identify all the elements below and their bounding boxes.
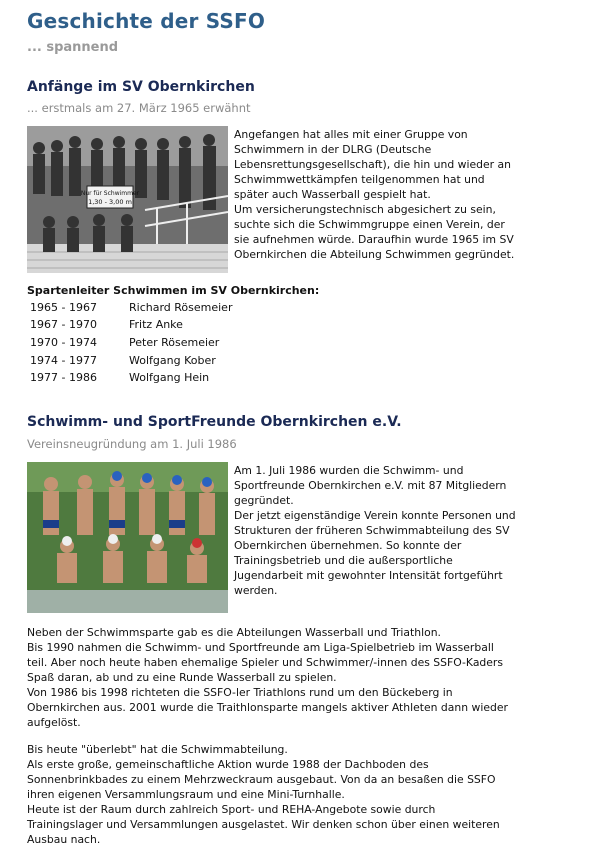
- section1-line: Um versicherungstechnisch abgesichert zu sein,: [234, 203, 496, 216]
- section1-line: Schwimmern in der DLRG (Deutsche: [234, 143, 432, 156]
- section2-line: Der jetzt eigenständige Verein konnte Personen und: [234, 509, 516, 522]
- section1-line: Lebensrettungsgesellschaft), die hin und wieder an: [234, 158, 511, 171]
- body2-line: Trainingslager und Versammlungen ausgelastet. Wir denken schon über einen weiteren: [27, 818, 500, 831]
- section1-line: später auch Wasserball gespielt hat.: [234, 188, 431, 201]
- section2-body2: [27, 742, 500, 847]
- section2-line: Trainingsbetrieb und die außersportliche: [234, 554, 453, 567]
- body1-line: Bis 1990 nahmen die Schwimm- und Sportfreunde am Liga-Spielbetrieb im Wasserball: [27, 641, 494, 654]
- section1-line: Obernkirchen die Abteilung Schwimmen gegründet.: [234, 248, 515, 261]
- section2-heading: Schwimm- und SportFreunde Obernkirchen e.V.: [27, 414, 402, 430]
- section2-line: Jugendarbeit mit gewohnter Intensität fortgeführt: [234, 569, 503, 582]
- leader-years: 1965 - 1967: [30, 301, 97, 314]
- club-team-photo-graphic: [27, 462, 228, 613]
- leader-name: Wolfgang Kober: [129, 354, 216, 367]
- section1-line: suchte sich die Schwimmgruppe einen Verein, der: [234, 218, 505, 231]
- body1-line: Obernkirchen aus. 2001 wurde die Traithlonsparte mangels aktiver Athleten dann wieder: [27, 701, 508, 714]
- leader-name: Peter Rösemeier: [129, 336, 220, 349]
- body1-line: teil. Aber noch heute haben ehemalige Spieler und Schwimmer/-innen des SSFO-Kaders: [27, 656, 503, 669]
- section2-line: Am 1. Juli 1986 wurden die Schwimm- und: [234, 464, 464, 477]
- historic-team-photo: [27, 126, 228, 273]
- body1-line: Von 1986 bis 1998 richteten die SSFO-ler Triathlons rund um den Bückeberg in: [27, 686, 453, 699]
- section2-line: Obernkirchen übernehmen. So konnte der: [234, 539, 462, 552]
- body2-line: Als erste große, gemeinschaftliche Aktion wurde 1988 der Dachboden des: [27, 758, 429, 771]
- leaders-heading: Spartenleiter Schwimmen im SV Obernkirchen:: [27, 284, 320, 297]
- section2-line: Sportfreunde Obernkirchen e.V. mit 87 Mitgliedern: [234, 479, 507, 492]
- photo-sign-line2: 1,30 - 3,00 m: [88, 198, 132, 206]
- section2-body1: [27, 625, 508, 730]
- section1-text: [234, 127, 514, 262]
- body1-line: Neben der Schwimmsparte gab es die Abteilungen Wasserball und Triathlon.: [27, 626, 441, 639]
- section1-line: Schwimmwettkämpfen teilgenommen hat und: [234, 173, 485, 186]
- leader-name: Fritz Anke: [129, 318, 183, 331]
- photo-sign-line1: Nur für Schwimmer: [80, 190, 140, 197]
- leader-name: Richard Rösemeier: [129, 301, 233, 314]
- leader-years: 1967 - 1970: [30, 318, 97, 331]
- section2-line: gegründet.: [234, 494, 294, 507]
- body2-line: Ausbau nach.: [27, 833, 101, 846]
- leader-years: 1977 - 1986: [30, 371, 97, 384]
- section1-line: sie aufnehmen würde. Daraufhin wurde 1965 im SV: [234, 233, 514, 246]
- section1-date: ... erstmals am 27. März 1965 erwähnt: [27, 101, 251, 115]
- leader-name: Wolfgang Hein: [129, 371, 210, 384]
- page-title: Geschichte der SSFO: [27, 9, 266, 33]
- body2-line: Heute ist der Raum durch zahlreich Sport- und REHA-Angebote sowie durch: [27, 803, 436, 816]
- club-team-photo: [27, 462, 228, 613]
- section2-line: Strukturen der früheren Schwimmabteilung des SV: [234, 524, 510, 537]
- body2-line: Bis heute "überlebt" hat die Schwimmabteilung.: [27, 743, 288, 756]
- body2-line: ihren eigenen Versammlungsraum und eine Mini-Turnhalle.: [27, 788, 345, 801]
- section1-heading: Anfänge im SV Obernkirchen: [27, 79, 255, 95]
- historic-team-photo-graphic: [27, 126, 228, 273]
- body1-line: aufgelöst.: [27, 716, 81, 729]
- section2-date: Vereinsneugründung am 1. Juli 1986: [27, 437, 237, 451]
- section2-text: [234, 463, 516, 598]
- leader-years: 1974 - 1977: [30, 354, 97, 367]
- leader-years: 1970 - 1974: [30, 336, 97, 349]
- body1-line: Spaß daran, ab und zu eine Runde Wasserball zu spielen.: [27, 671, 337, 684]
- section2-line: werden.: [234, 584, 278, 597]
- page-subtitle: ... spannend: [27, 40, 119, 55]
- section1-line: Angefangen hat alles mit einer Gruppe von: [234, 128, 468, 141]
- body2-line: Sonnenbrinkbades zu einem Mehrzweckraum ausgebaut. Von da an besaßen die SSFO: [27, 773, 496, 786]
